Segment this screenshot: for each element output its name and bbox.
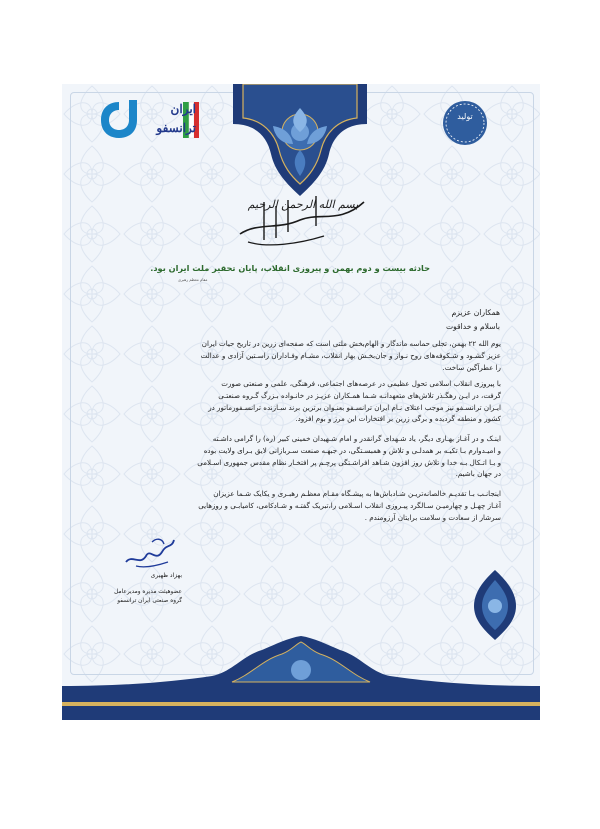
headline-attribution: مقام معظم رهبری [178,277,208,282]
calligraphy-text: بسم الله الرحمن الرحیم [247,198,359,211]
paragraph-line: در جهان باشیم. [455,469,501,479]
paragraph-line: اینـک و در آغـاز بهـاری دیگر، یاد شـهدای گرانقدر و امام شـهیدان خمینی کبیر (ره) را گرامی داشـته [212,434,501,443]
paragraph-line: یوم الله ۲۲ بهمن، تجلی حماسه ماندگار و الهام‌بخش ملتی است که صفحه‌ای زرین در تاریخ حیات ایران [201,339,501,348]
paragraph-2 [96,378,501,425]
paragraph-line: اینجانـب بـا تقدیـم خالصانه‌تریـن شـادباش‌ها به پیشـگاه مقـام معظـم رهبـری و یکایک شـما عزیزان [213,489,501,498]
paragraph-line: ایـران ترانسـفو نیز موجب اعتلای نـام ایران ترانسـفو بعنـوان برترین برند سـازنده ترانسـفورماتور در [208,402,501,412]
paragraph-line: عزیز گشـود و شـکوفه‌های روح نـواز و جان‌بخـش بهار انقلاب، مشـام وفـاداران راسـتین آزادی و عدالت [200,350,501,360]
paragraph-3 [96,433,501,480]
paragraph-line: و بـا اتـکال بـه خدا و تلاش روز افزون شـاهد افراشـتگی پرچـم پر افتخـار نظام مقدس جمهوری اسـلامی [197,457,501,467]
bismillah-calligraphy [228,182,378,252]
headline-quote: حادثه بیست و دوم بهمن و پیروزی انقلاب، پایان تحقیر ملت ایران بود. [150,263,430,273]
paragraph-line: گرفت، در ایـن رهگـذر تلاش‌های متعهدانـه شـما همـکاران عزیـز در خانـواده بـزرگ گـروه صنعتـی [218,390,501,400]
emblem-label: تولید [457,112,473,121]
signatory-title-line2: گروه صنعتی ایران ترانسفو [117,598,182,604]
bottom-ornament [62,636,540,720]
paragraph-line: کشور و منطقه گردیده و برگی زرین بر افتخارات این مرز و بوم افزود. [295,414,501,424]
top-ornament [233,84,367,196]
signature-mark [122,536,178,570]
paragraph-line: و امیـدوارم بـا تکیـه بر همدلـی و تلاش و همبسـتگی، در جبهـه صنعت سـربازانی لایق بـرای ولایت بوده [203,445,501,455]
logo-text-line2: ترانسفو [156,121,196,135]
paragraph-line: سرشار از سعادت و سلامت برایتان آرزومندم . [364,512,501,522]
paragraph-line: را عطرآگین ساخت. [442,362,501,372]
signatory-name: بهزاد ظهیری [150,572,182,579]
paragraph-1 [96,338,501,373]
signatory-title-line1: عضوهیئت مدیره ومدیرعامل [114,589,182,595]
signatory-title [102,588,182,606]
salutation: باسلام و خداقوت [445,322,500,331]
iran-transfo-logo-text [124,100,196,138]
paragraph-line: آغـاز چهـل و چهارمیـن سـالگرد پیـروزی انقلاب اسـلامی را،تبریک گفتـه و شـادکامی، کامیابـی و روزهایی [198,500,501,510]
greeting: همکاران عزیزم [451,308,500,317]
paragraph-4 [96,488,501,523]
paragraph-line: با پیروزی انقلاب اسلامی تحول عظیمی در عرصه‌های اجتماعی، فرهنگی، علمی و صنعتی صورت [221,379,501,388]
logo-text-line1: ایران [170,102,196,116]
side-ornament [468,570,522,640]
production-year-emblem [442,100,488,146]
